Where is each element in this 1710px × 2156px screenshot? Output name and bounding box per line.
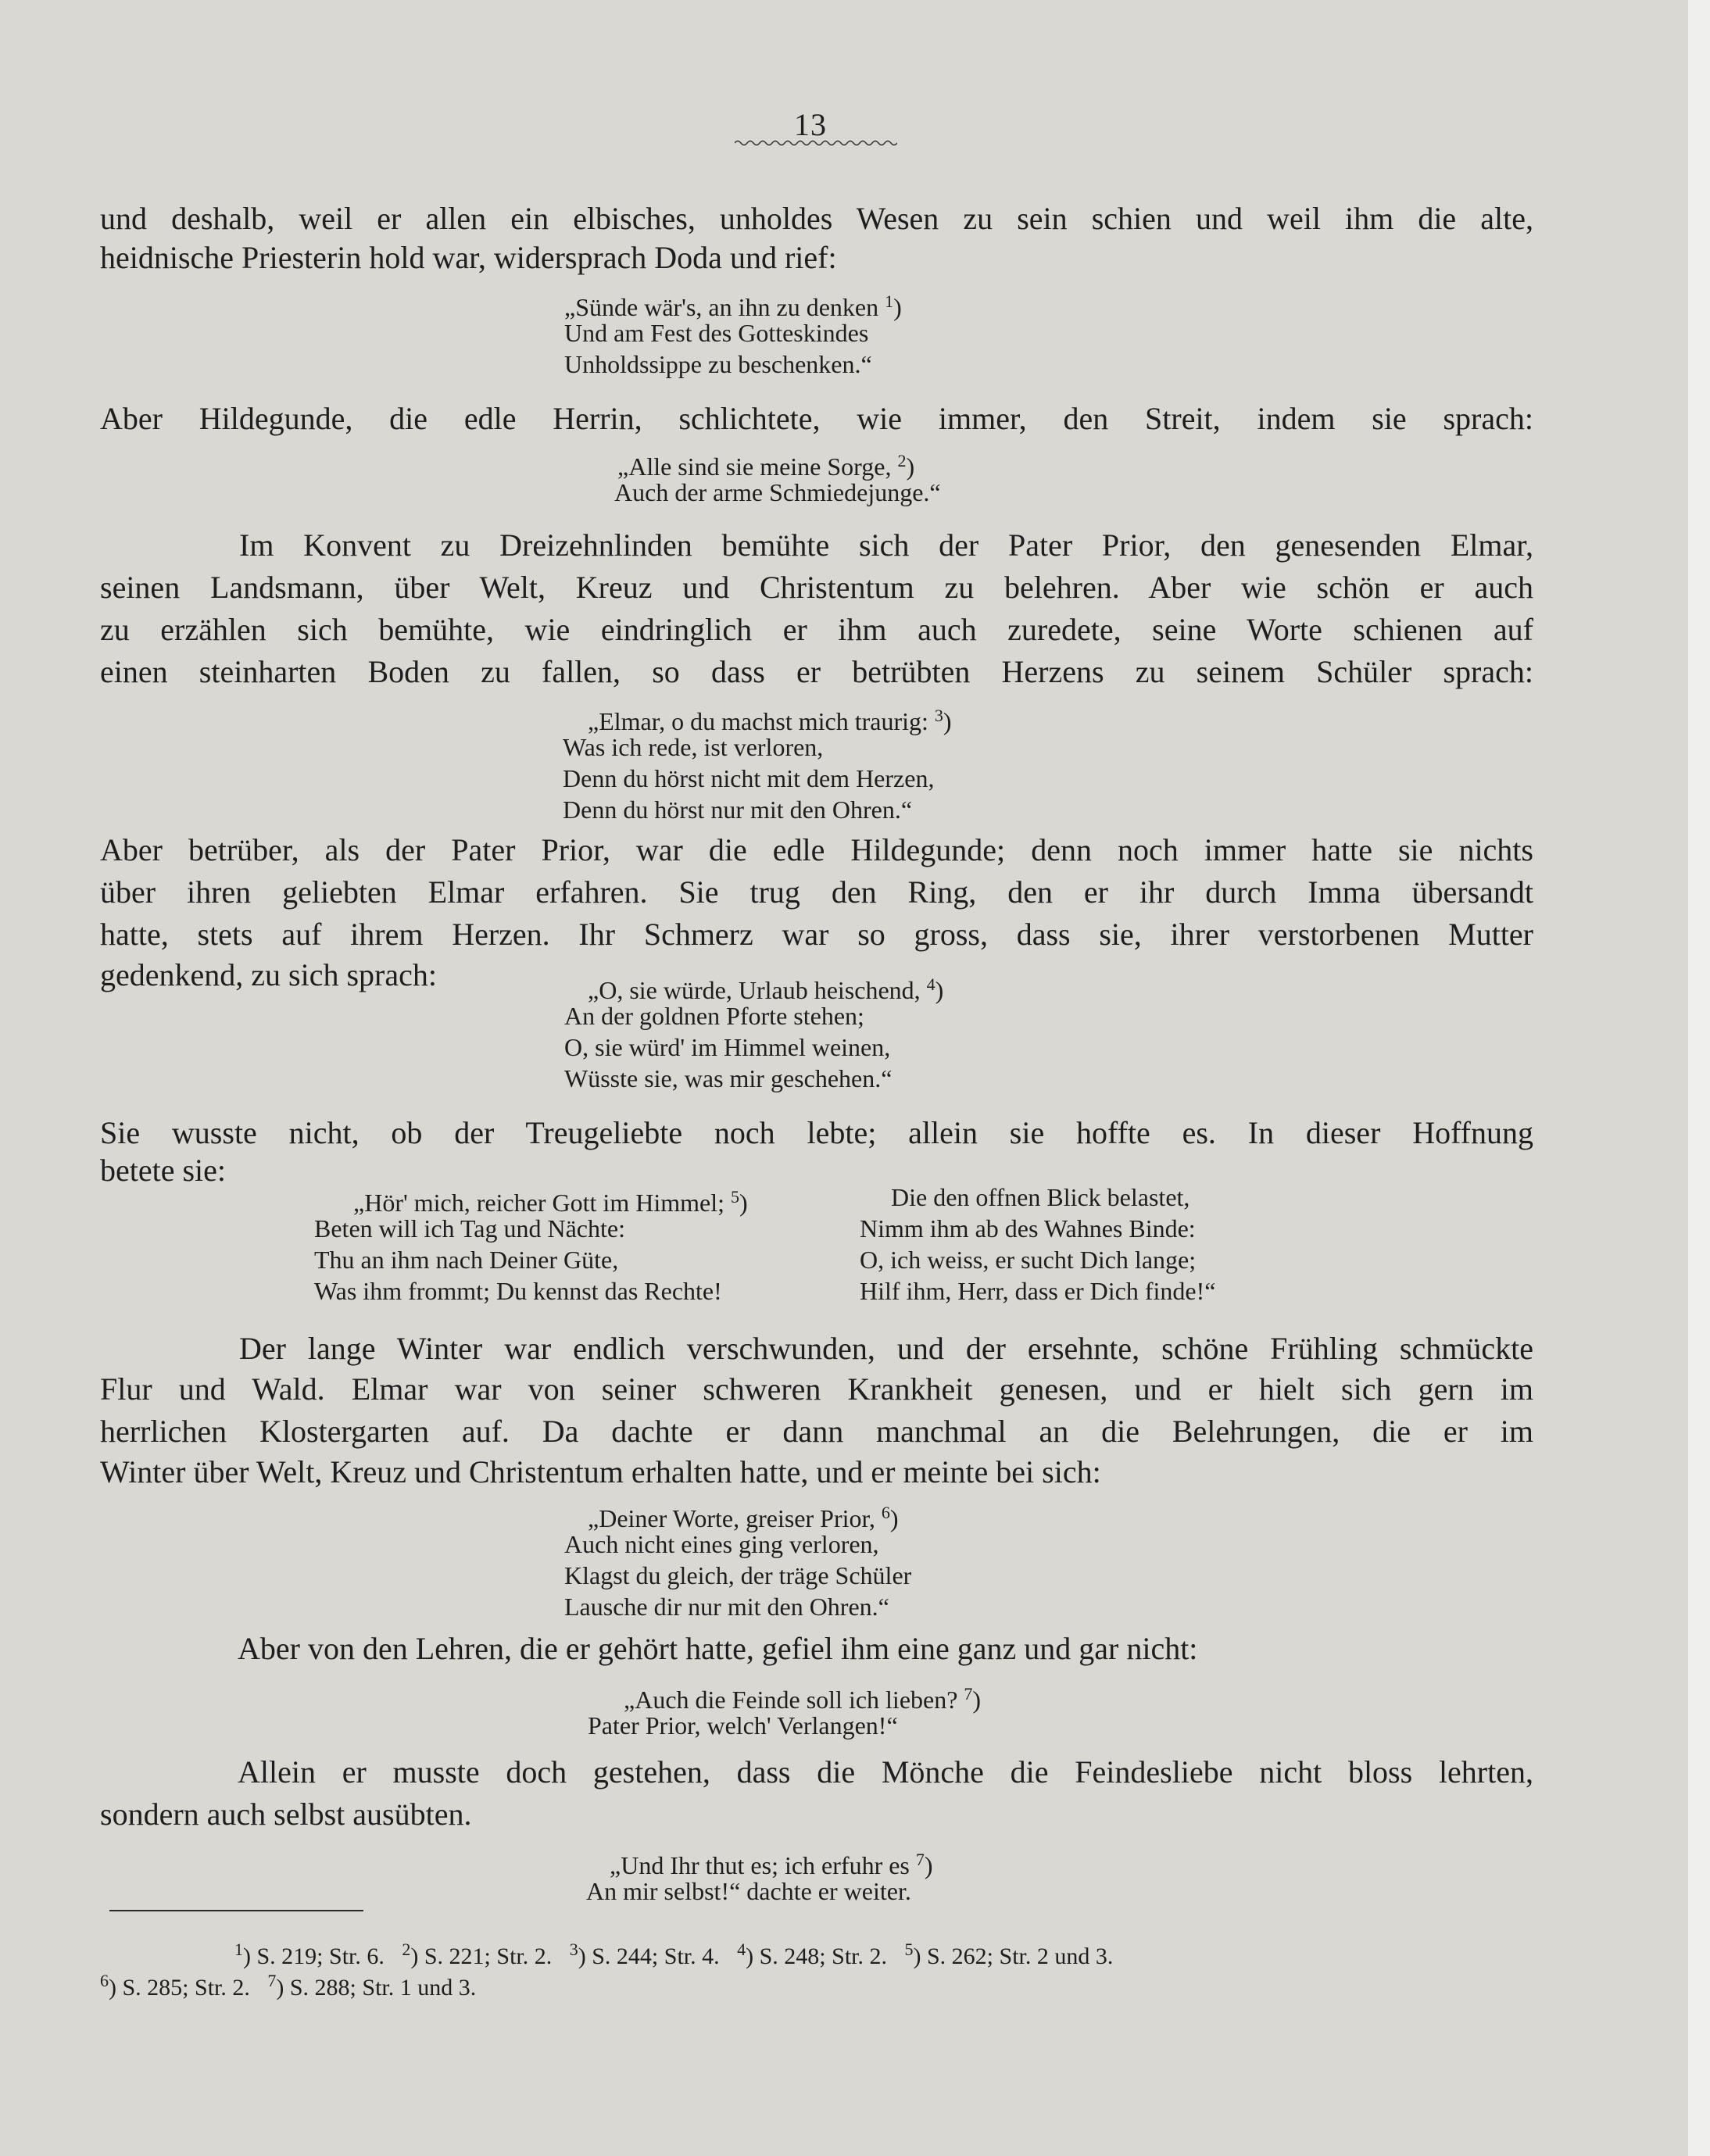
text-line: und deshalb, weil er allen ein elbisches, unholdes Wesen zu sein schien und weil ihm die alte, xyxy=(100,201,1533,236)
footnote-ref: 7 xyxy=(915,1850,925,1869)
verse-line: Auch der arme Schmiedejunge.“ xyxy=(614,478,941,506)
verse-line: Wüsste sie, was mir geschehen.“ xyxy=(564,1064,893,1092)
verse-line: Pater Prior, welch' Verlangen!“ xyxy=(588,1711,898,1739)
verse-line: „Hör' mich, reicher Gott im Himmel; $^5$) xyxy=(353,1187,748,1217)
text-line: zu erzählen sich bemühte, wie eindringlich er ihm auch zuredete, seine Worte schienen auf xyxy=(100,612,1533,647)
verse-line: Was ich rede, ist verloren, xyxy=(563,733,824,761)
text-line: betete sie: xyxy=(100,1153,227,1188)
verse-line: „Alle sind sie meine Sorge, $^2$) xyxy=(617,451,915,481)
verse-line: „Deiner Worte, greiser Prior, $^6$) xyxy=(588,1503,899,1532)
text-line: herrlichen Klostergarten auf. Da dachte er dann manchmal an die Belehrungen, die er im xyxy=(100,1414,1533,1449)
text-line: seinen Landsmann, über Welt, Kreuz und Christentum zu belehren. Aber wie schön er auch xyxy=(100,570,1533,605)
footnote-ref: 7 xyxy=(964,1684,973,1704)
verse-line: „O, sie würde, Urlaub heischend, $^4$) xyxy=(588,974,944,1004)
verse-line: O, sie würd' im Himmel weinen, xyxy=(564,1033,891,1061)
verse-line: Lausche dir nur mit den Ohren.“ xyxy=(564,1593,889,1621)
text-line: Winter über Welt, Kreuz und Christentum erhalten hatte, und er meinte bei sich: xyxy=(100,1454,1101,1489)
footnote-ref: 1 xyxy=(885,291,894,311)
verse-line: Auch nicht eines ging verloren, xyxy=(564,1530,879,1558)
footnote-line: $^6$) S. 285; Str. 2. $^7$) S. 288; Str. 1 und 3. xyxy=(100,1971,477,2000)
text-line: Flur und Wald. Elmar war von seiner schweren Krankheit genesen, und er hielt sich gern im xyxy=(100,1371,1533,1407)
text-line: Aber Hildegunde, die edle Herrin, schlichtete, wie immer, den Streit, indem sie sprach: xyxy=(100,401,1533,436)
page-number: 13 xyxy=(794,107,827,142)
verse-line: Und am Fest des Gotteskindes xyxy=(564,319,869,347)
verse-line: „Elmar, o du machst mich traurig: $^3$) xyxy=(588,706,952,735)
verse-line: Denn du hörst nicht mit dem Herzen, xyxy=(563,764,935,792)
verse-line: Unholdssippe zu beschenken.“ xyxy=(564,350,872,378)
verse-line: „Und Ihr thut es; ich erfuhr es $^7$) xyxy=(610,1850,933,1879)
verse-line: Was ihm frommt; Du kennst das Rechte! xyxy=(314,1277,722,1305)
text-line: über ihren geliebten Elmar erfahren. Sie trug den Ring, den er ihr durch Imma übersandt xyxy=(100,874,1533,910)
text-line: hatte, stets auf ihrem Herzen. Ihr Schmerz war so gross, dass sie, ihrer verstorbenen Mutter xyxy=(100,917,1533,952)
verse-line: „Auch die Feinde soll ich lieben? $^7$) xyxy=(624,1684,982,1714)
verse-line: An der goldnen Pforte stehen; xyxy=(564,1002,864,1030)
text-line: Allein er musste doch gestehen, dass die Mönche die Feindesliebe nicht bloss lehrten, xyxy=(238,1754,1533,1790)
footnote-line: $^1$) S. 219; Str. 6. $^2$) S. 221; Str. 2. $^3$) S. 244; Str. 4. $^4$) S. 248; Str. 2. $^5$) S. 262; Str. 2 und 3. xyxy=(234,1940,1114,1969)
text-line: Aber von den Lehren, die er gehört hatte, gefiel ihm eine ganz und gar nicht: xyxy=(238,1631,1198,1666)
footnote-ref: 5 xyxy=(730,1187,739,1207)
verse-line: Nimm ihm ab des Wahnes Binde: xyxy=(860,1214,1196,1242)
verse-line: Klagst du gleich, der träge Schüler xyxy=(564,1561,912,1589)
text-line: Im Konvent zu Dreizehnlinden bemühte sich der Pater Prior, den genesenden Elmar, xyxy=(239,527,1533,563)
verse-line: Die den offnen Blick belastet, xyxy=(891,1183,1190,1211)
verse-line: Thu an ihm nach Deiner Güte, xyxy=(314,1246,619,1274)
footnote-ref: 6 xyxy=(881,1503,890,1522)
verse-line: „Sünde wär's, an ihn zu denken $^1$) xyxy=(564,291,902,321)
verse-line: Hilf ihm, Herr, dass er Dich finde!“ xyxy=(860,1277,1216,1305)
verse-line: O, ich weiss, er sucht Dich lange; xyxy=(860,1246,1197,1274)
footnote-ref: 2 xyxy=(897,451,907,470)
text-line: Sie wusste nicht, ob der Treugeliebte noch lebte; allein sie hoffte es. In dieser Hoffnung xyxy=(100,1115,1533,1150)
verse-line: Beten will ich Tag und Nächte: xyxy=(314,1214,625,1242)
verse-line: An mir selbst!“ dachte er weiter. xyxy=(586,1877,911,1905)
footnote-rule xyxy=(109,1910,363,1911)
footnote-ref: 4 xyxy=(926,974,935,994)
verse-line: Denn du hörst nur mit den Ohren.“ xyxy=(563,796,913,824)
text-line: heidnische Priesterin hold war, widersprach Doda und rief: xyxy=(100,240,837,275)
text-line: sondern auch selbst ausübten. xyxy=(100,1797,472,1832)
text-line: einen steinharten Boden zu fallen, so dass er betrübten Herzens zu seinem Schüler sprach: xyxy=(100,654,1533,689)
page-number-ornament xyxy=(735,139,897,147)
text-line: Aber betrüber, als der Pater Prior, war die edle Hildegunde; denn noch immer hatte sie nichts xyxy=(100,832,1533,867)
footnote-ref: 3 xyxy=(934,706,943,725)
text-line: gedenkend, zu sich sprach: xyxy=(100,957,437,992)
text-line: Der lange Winter war endlich verschwunden, und der ersehnte, schöne Frühling schmückte xyxy=(239,1331,1533,1366)
